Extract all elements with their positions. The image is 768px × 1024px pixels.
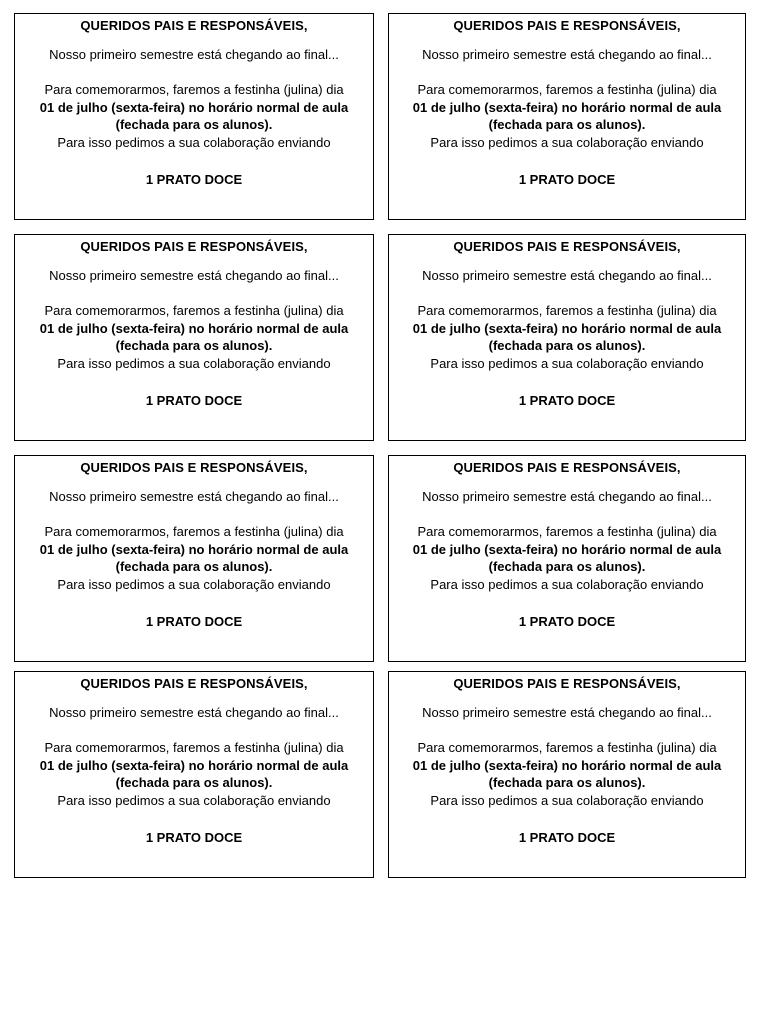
- card-line-2: 01 de julho (sexta-feira) no horário normal de aula: [39, 320, 349, 336]
- card-body: [389, 81, 745, 151]
- card-line-3: (fechada para os alunos).: [488, 559, 646, 574]
- card-line-4: Para isso pedimos a sua colaboração enviando: [57, 355, 331, 371]
- card-requested-item: 1 PRATO DOCE: [145, 393, 243, 408]
- card-heading: QUERIDOS PAIS E RESPONSÁVEIS,: [80, 239, 308, 254]
- card-intro: Nosso primeiro semestre está chegando ao final...: [49, 47, 339, 62]
- card-line-1: Para comemorarmos, faremos a festinha (julina) dia: [44, 740, 344, 755]
- card-heading: QUERIDOS PAIS E RESPONSÁVEIS,: [453, 676, 681, 691]
- card-body: [15, 739, 373, 809]
- card-requested-item: 1 PRATO DOCE: [518, 172, 616, 187]
- notice-card-7: [14, 671, 374, 878]
- card-heading: QUERIDOS PAIS E RESPONSÁVEIS,: [80, 676, 308, 691]
- notice-card-1: [14, 13, 374, 220]
- card-line-3: (fechada para os alunos).: [115, 559, 273, 574]
- card-line-1: Para comemorarmos, faremos a festinha (julina) dia: [417, 524, 717, 539]
- notice-card-8: [388, 671, 746, 878]
- card-line-4: Para isso pedimos a sua colaboração enviando: [430, 355, 704, 371]
- card-requested-item: 1 PRATO DOCE: [518, 393, 616, 408]
- card-intro: Nosso primeiro semestre está chegando ao final...: [422, 489, 712, 504]
- card-body: [389, 302, 745, 372]
- card-heading: QUERIDOS PAIS E RESPONSÁVEIS,: [453, 239, 681, 254]
- card-line-1: Para comemorarmos, faremos a festinha (julina) dia: [44, 303, 344, 318]
- card-body: [389, 739, 745, 809]
- notice-card-5: [14, 455, 374, 662]
- card-line-4: Para isso pedimos a sua colaboração enviando: [57, 134, 331, 150]
- card-line-2: 01 de julho (sexta-feira) no horário normal de aula: [39, 541, 349, 557]
- card-line-1: Para comemorarmos, faremos a festinha (julina) dia: [44, 82, 344, 97]
- card-line-4: Para isso pedimos a sua colaboração enviando: [430, 134, 704, 150]
- card-line-3: (fechada para os alunos).: [488, 117, 646, 132]
- card-line-1: Para comemorarmos, faremos a festinha (julina) dia: [417, 82, 717, 97]
- notice-card-4: [388, 234, 746, 441]
- card-heading: QUERIDOS PAIS E RESPONSÁVEIS,: [80, 460, 308, 475]
- card-line-2: 01 de julho (sexta-feira) no horário normal de aula: [412, 757, 722, 773]
- card-body: [15, 523, 373, 593]
- card-intro: Nosso primeiro semestre está chegando ao final...: [422, 47, 712, 62]
- card-requested-item: 1 PRATO DOCE: [145, 172, 243, 187]
- card-intro: Nosso primeiro semestre está chegando ao final...: [422, 705, 712, 720]
- card-line-2: 01 de julho (sexta-feira) no horário normal de aula: [39, 757, 349, 773]
- card-line-4: Para isso pedimos a sua colaboração enviando: [57, 792, 331, 808]
- card-line-3: (fechada para os alunos).: [488, 338, 646, 353]
- card-heading: QUERIDOS PAIS E RESPONSÁVEIS,: [453, 18, 681, 33]
- card-line-3: (fechada para os alunos).: [488, 775, 646, 790]
- card-line-3: (fechada para os alunos).: [115, 338, 273, 353]
- card-line-3: (fechada para os alunos).: [115, 117, 273, 132]
- card-line-4: Para isso pedimos a sua colaboração enviando: [430, 576, 704, 592]
- card-line-4: Para isso pedimos a sua colaboração enviando: [430, 792, 704, 808]
- notice-card-3: [14, 234, 374, 441]
- card-requested-item: 1 PRATO DOCE: [518, 614, 616, 629]
- notice-card-6: [388, 455, 746, 662]
- card-heading: QUERIDOS PAIS E RESPONSÁVEIS,: [80, 18, 308, 33]
- card-body: [15, 81, 373, 151]
- card-line-2: 01 de julho (sexta-feira) no horário normal de aula: [412, 541, 722, 557]
- card-line-1: Para comemorarmos, faremos a festinha (julina) dia: [417, 303, 717, 318]
- card-body: [389, 523, 745, 593]
- card-heading: QUERIDOS PAIS E RESPONSÁVEIS,: [453, 460, 681, 475]
- card-line-4: Para isso pedimos a sua colaboração enviando: [57, 576, 331, 592]
- card-line-3: (fechada para os alunos).: [115, 775, 273, 790]
- card-line-2: 01 de julho (sexta-feira) no horário normal de aula: [39, 99, 349, 115]
- card-intro: Nosso primeiro semestre está chegando ao final...: [422, 268, 712, 283]
- card-requested-item: 1 PRATO DOCE: [145, 830, 243, 845]
- card-requested-item: 1 PRATO DOCE: [145, 614, 243, 629]
- card-requested-item: 1 PRATO DOCE: [518, 830, 616, 845]
- card-intro: Nosso primeiro semestre está chegando ao final...: [49, 489, 339, 504]
- card-line-2: 01 de julho (sexta-feira) no horário normal de aula: [412, 320, 722, 336]
- card-line-1: Para comemorarmos, faremos a festinha (julina) dia: [44, 524, 344, 539]
- card-intro: Nosso primeiro semestre está chegando ao final...: [49, 268, 339, 283]
- card-line-2: 01 de julho (sexta-feira) no horário normal de aula: [412, 99, 722, 115]
- notice-card-2: [388, 13, 746, 220]
- card-body: [15, 302, 373, 372]
- card-line-1: Para comemorarmos, faremos a festinha (julina) dia: [417, 740, 717, 755]
- card-intro: Nosso primeiro semestre está chegando ao final...: [49, 705, 339, 720]
